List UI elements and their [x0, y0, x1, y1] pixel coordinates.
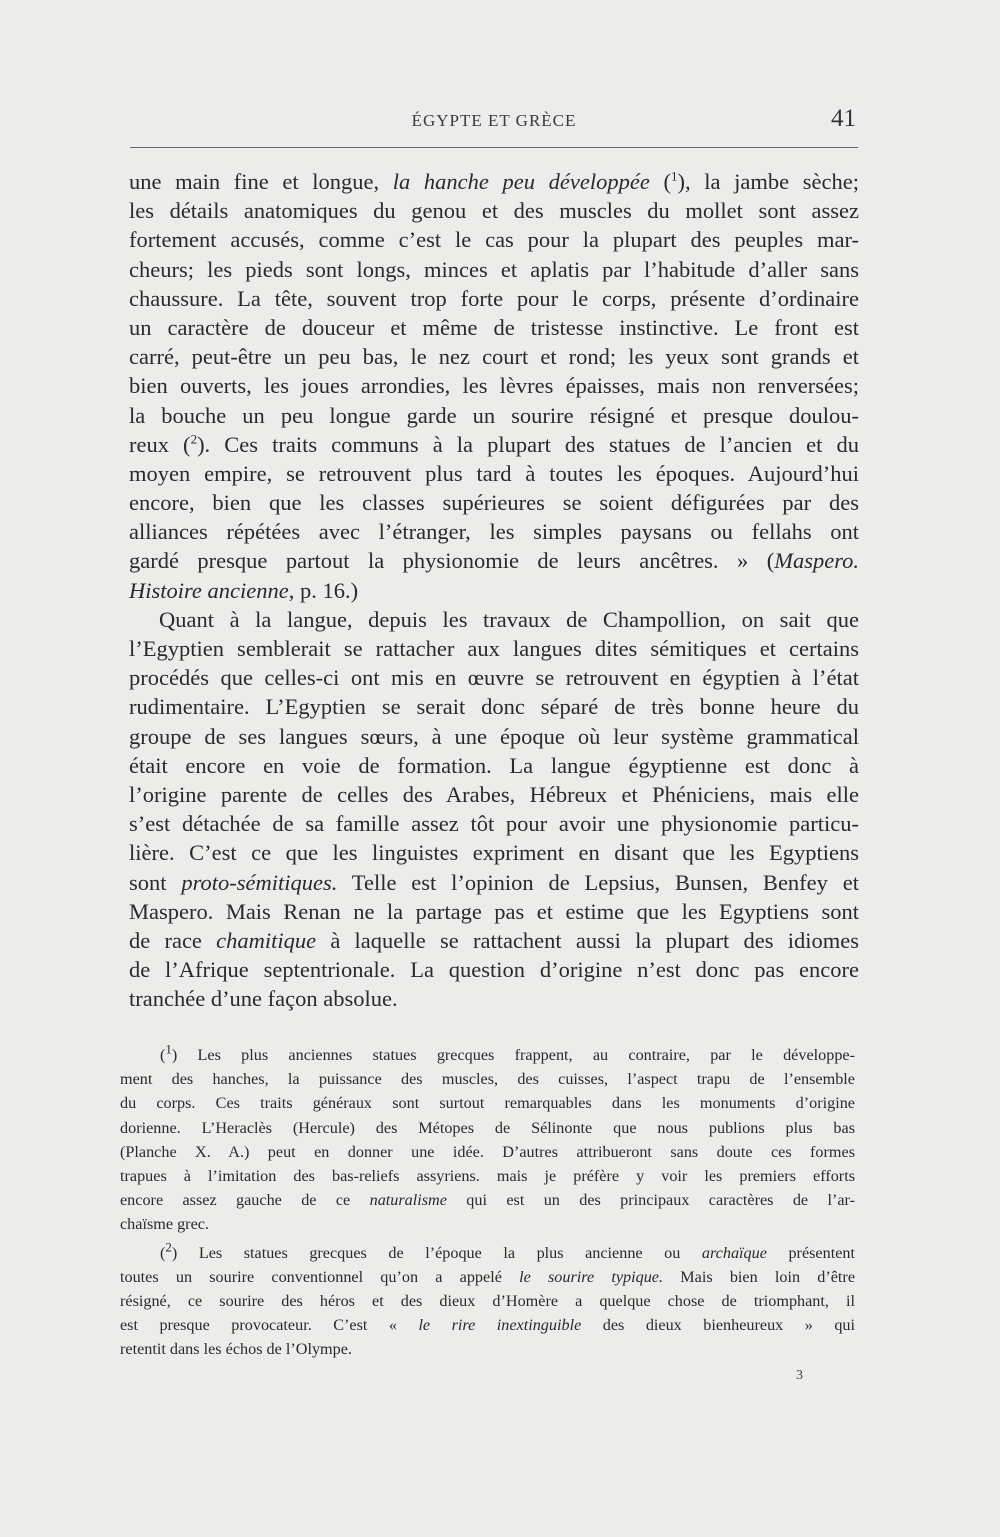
page-number: 41 — [831, 105, 856, 132]
signature-mark: 3 — [796, 1368, 803, 1383]
footnote-line: ($^2$) Les statues grecques de l’époque la plus ancienne ou archaïque présentent — [160, 1239, 855, 1262]
footnote-line: toutes un sourire conventionnel qu’on a appelé le sourire typique. Mais bien loin d’être — [120, 1267, 856, 1286]
text-line: Quant à la langue, depuis les travaux de Champollion, on sait que — [159, 606, 859, 632]
text-line: bien ouverts, les joues arrondies, les lèvres épaisses, mais non renversées; — [129, 373, 859, 399]
text-line: procédés que celles-ci ont mis en œuvre se retrouvent en égyptien à l’état — [129, 665, 859, 691]
footnotes — [120, 1043, 855, 1361]
text-line: rudimentaire. L’Egyptien se serait donc séparé de très bonne heure du — [129, 694, 859, 720]
text-line: de race chamitique à laquelle se rattachent aussi la plupart des idiomes — [129, 927, 859, 953]
running-head — [130, 107, 858, 148]
text-line: s’est détachée de sa famille assez tôt pour avoir une physionomie particu- — [129, 811, 859, 837]
text-line: un caractère de douceur et même de tristesse instinctive. Le front est — [129, 314, 859, 340]
text-line: la bouche un peu longue garde un sourire résigné et presque doulou- — [129, 402, 859, 428]
text-line: Maspero. Mais Renan ne la partage pas et estime que les Egyptiens sont — [129, 898, 859, 924]
text-line: une main fine et longue, la hanche peu développée ($^1$), la jambe sèche; — [129, 168, 859, 194]
text-line: moyen empire, se retrouvent plus tard à toutes les époques. Aujourd’hui — [129, 460, 859, 486]
footnote-line: dorienne. L’Heraclès (Hercule) des Métopes de Sélinonte que nous publions plus bas — [120, 1118, 855, 1137]
footnote-1 — [120, 1043, 855, 1237]
running-title: ÉGYPTE ET GRÈCE — [411, 111, 577, 130]
text-line: groupe de ses langues sœurs, à une époque où leur système grammatical — [129, 723, 859, 749]
footnote-line: est presque provocateur. C’est « le rire inextinguible des dieux bienheureux » qui — [120, 1316, 856, 1335]
text-line: lière. C’est ce que les linguistes expriment en disant que les Egyptiens — [129, 840, 859, 866]
text-line: les détails anatomiques du genou et des muscles du mollet sont assez — [129, 198, 859, 224]
text-line: gardé presque partout la physionomie de leurs ancêtres. » (Maspero. — [129, 548, 859, 574]
footnote-line: (Planche X. A.) peut en donner une idée. D’autres attribueront sans doute ces formes — [120, 1142, 855, 1161]
text-line: Histoire ancienne, p. 16.) — [129, 577, 359, 603]
footnote-2 — [120, 1241, 855, 1362]
text-line: reux ($^2$). Ces traits communs à la plupart des statues de l’ancien et du — [129, 431, 859, 457]
text-line: de l’Afrique septentrionale. La question d’origine n’est donc pas encore — [129, 957, 859, 983]
text-line: l’Egyptien semblerait se rattacher aux langues dites sémitiques et certains — [129, 636, 859, 661]
footnote-line: résigné, ce sourire des héros et des dieux d’Homère a quelque chose de triomphant, il — [120, 1291, 855, 1310]
text-line: chaussure. La tête, souvent trop forte pour le corps, présente d’ordinaire — [129, 285, 859, 311]
text-line: alliances répétées avec l’étranger, les simples paysans ou fellahs ont — [129, 519, 859, 545]
footnote-line: ment des hanches, la puissance des muscles, des cuisses, l’aspect trapu de l’ensemble — [120, 1070, 855, 1089]
text-line: tranchée d’une façon absolue. — [129, 986, 398, 1012]
footnote-line: ($^1$) Les plus anciennes statues grecques frappent, au contraire, par le développe- — [160, 1041, 855, 1064]
footnote-line: encore assez gauche de ce naturalisme qui est un des principaux caractères de l’ar- — [120, 1191, 855, 1210]
body-text — [129, 167, 859, 1013]
text-line: était encore en voie de formation. La langue égyptienne est donc à — [129, 752, 859, 778]
text-line: l’origine parente de celles des Arabes, Hébreux et Phéniciens, mais elle — [129, 781, 859, 807]
text-line: carré, peut-être un peu bas, le nez court et rond; les yeux sont grands et — [129, 344, 859, 370]
footnote-line: chaïsme grec. — [120, 1215, 209, 1234]
text-line: cheurs; les pieds sont longs, minces et aplatis par l’habitude d’aller sans — [129, 256, 859, 282]
text-line: sont proto-sémitiques. Telle est l’opinion de Lepsius, Bunsen, Benfey et — [129, 869, 859, 895]
text-line: fortement accusés, comme c’est le cas pour la plupart des peuples mar- — [129, 227, 859, 253]
footnote-line: trapues à l’imitation des bas-reliefs assyriens. mais je préfère y voir les premiers efforts — [120, 1166, 855, 1185]
footnote-line: du corps. Ces traits généraux sont surtout remarquables dans les monuments d’origine — [120, 1094, 855, 1113]
footnote-line: retentit dans les échos de l’Olympe. — [120, 1340, 352, 1359]
text-line: encore, bien que les classes supérieures se soient défigurées par des — [129, 490, 859, 516]
